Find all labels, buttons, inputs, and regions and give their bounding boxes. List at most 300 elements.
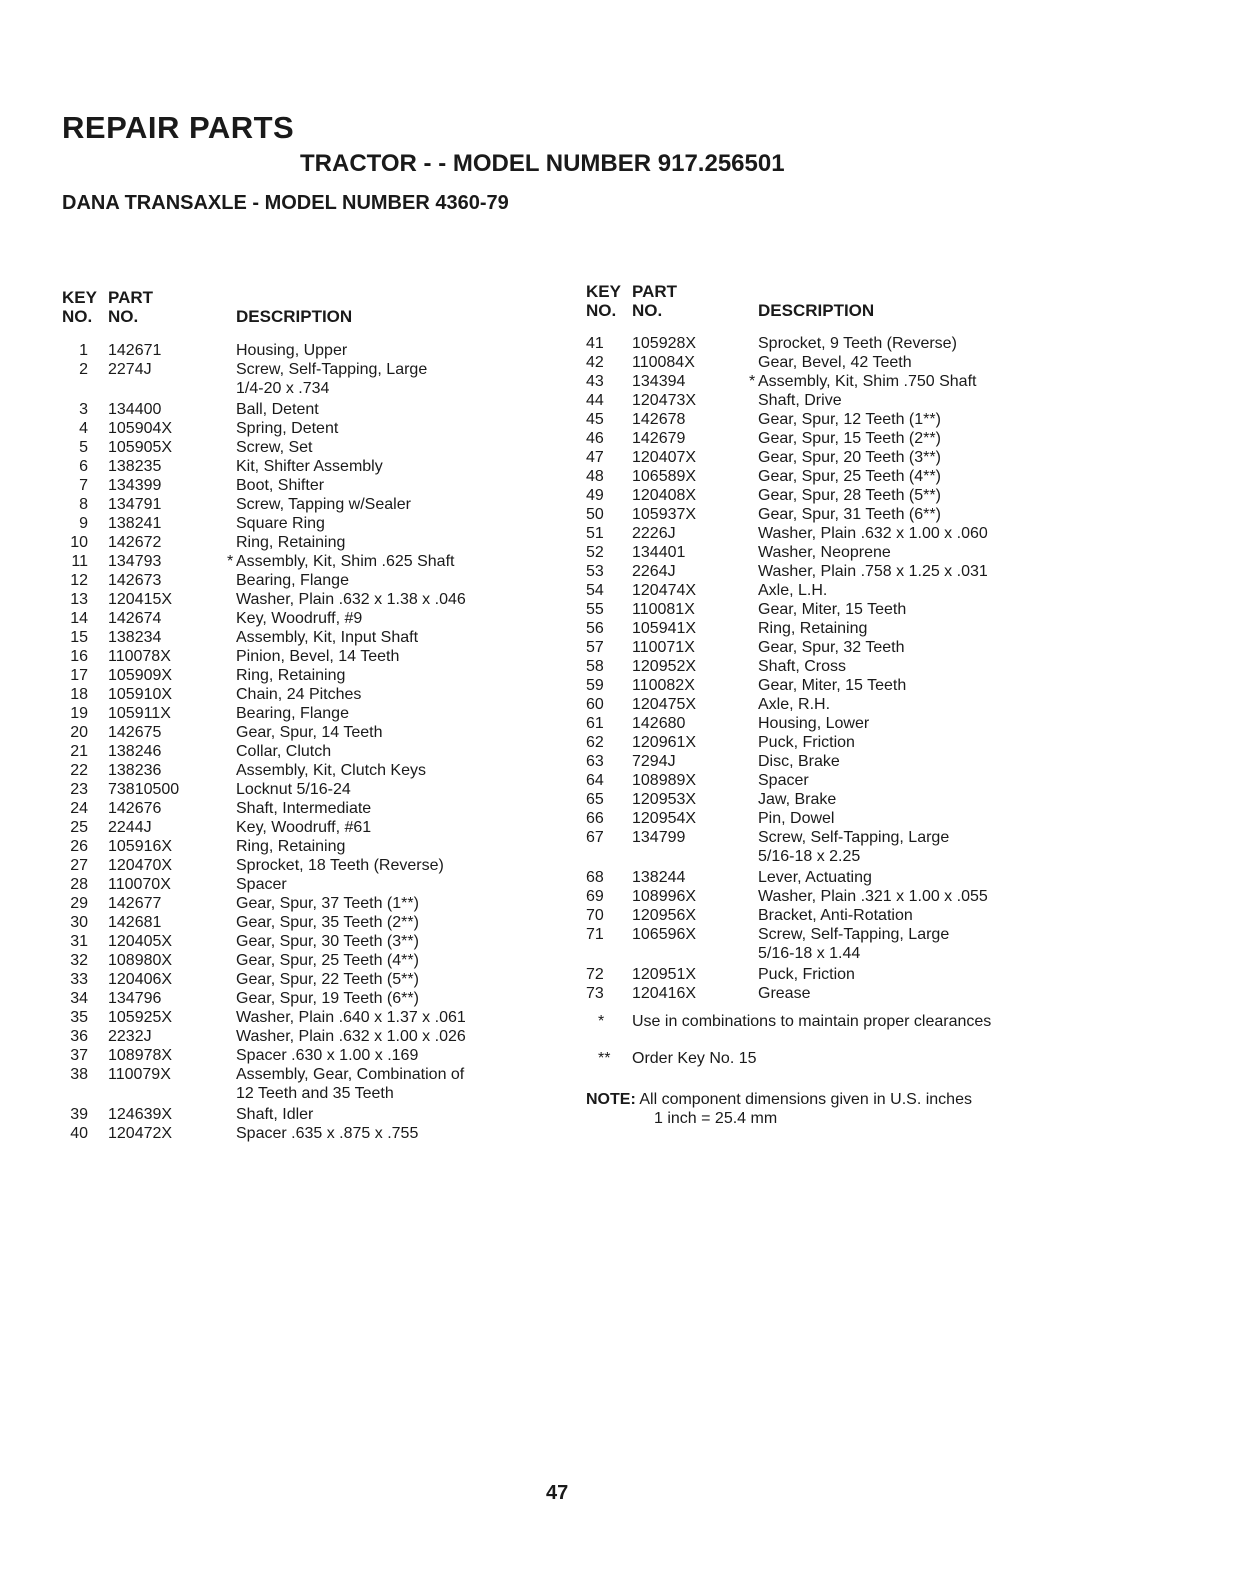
table-row	[586, 448, 1226, 467]
table-row	[62, 818, 562, 837]
key-number: 28	[70, 876, 88, 893]
key-number: 61	[586, 715, 604, 732]
page-title: REPAIR PARTS	[62, 110, 295, 145]
key-number: 53	[586, 563, 604, 580]
part-number: 142675	[108, 724, 162, 741]
description-text: Gear, Spur, 37 Teeth (1**)	[236, 895, 419, 912]
table-row	[586, 391, 1226, 410]
key-no-header: KEY NO.	[586, 282, 621, 320]
key-number: 37	[70, 1047, 88, 1064]
description-text: Shaft, Idler	[236, 1106, 314, 1123]
key-number: 29	[70, 895, 88, 912]
part-no-header: PART NO.	[632, 282, 678, 320]
table-row	[62, 628, 562, 647]
table-row	[62, 970, 562, 989]
part-number: 120406X	[108, 971, 173, 988]
part-description	[758, 600, 1226, 619]
note-line-1: All component dimensions given in U.S. inches	[639, 1091, 972, 1108]
part-number: 108996X	[632, 888, 697, 905]
part-description	[758, 562, 1226, 581]
description-text: Chain, 24 Pitches	[236, 686, 362, 703]
transaxle-model-heading: DANA TRANSAXLE - MODEL NUMBER 4360-79	[62, 192, 509, 214]
key-number: 2	[79, 361, 88, 378]
part-number: 110084X	[632, 354, 695, 371]
table-row	[62, 1046, 562, 1065]
key-number: 65	[586, 791, 604, 808]
table-row	[62, 1124, 562, 1143]
part-number: 2244J	[108, 819, 152, 836]
part-description	[236, 514, 562, 533]
description-text: Ring, Retaining	[758, 620, 868, 637]
key-number: 24	[70, 800, 88, 817]
key-number: 15	[70, 629, 88, 646]
key-number: 31	[70, 933, 88, 950]
table-row	[62, 742, 562, 761]
table-row	[586, 790, 1226, 809]
part-number: 7294J	[632, 753, 676, 770]
part-description	[236, 360, 562, 398]
part-number: 138234	[108, 629, 162, 646]
part-description	[236, 609, 562, 628]
description-text: Gear, Spur, 30 Teeth (3**)	[236, 933, 419, 950]
table-row	[586, 334, 1226, 353]
key-number: 6	[79, 458, 88, 475]
key-number: 57	[586, 639, 604, 656]
description-text: Washer, Plain .758 x 1.25 x .031	[758, 563, 988, 580]
part-description	[758, 828, 1226, 866]
table-row	[586, 984, 1226, 1003]
part-description	[236, 419, 562, 438]
part-number: 138236	[108, 762, 162, 779]
part-number: 105925X	[108, 1009, 173, 1026]
table-row	[62, 476, 562, 495]
description-text: Washer, Plain .632 x 1.00 x .060	[758, 525, 988, 542]
table-row	[586, 887, 1226, 906]
table-row	[62, 1027, 562, 1046]
part-description	[236, 457, 562, 476]
table-row	[62, 609, 562, 628]
part-number: 105911X	[108, 705, 171, 722]
footnote-text: Use in combinations to maintain proper clearances	[632, 1013, 992, 1030]
part-number: 110071X	[632, 639, 695, 656]
key-number: 16	[70, 648, 88, 665]
description-text: Ring, Retaining	[236, 667, 346, 684]
table-row	[586, 733, 1226, 752]
part-number: 120416X	[632, 985, 697, 1002]
table-row	[586, 676, 1226, 695]
description-text: Housing, Lower	[758, 715, 870, 732]
part-description	[758, 714, 1226, 733]
description-text: Spacer .630 x 1.00 x .169	[236, 1047, 419, 1064]
table-row	[586, 600, 1226, 619]
footnote-symbol: **	[598, 1050, 611, 1067]
part-number: 124639X	[108, 1106, 173, 1123]
description-text: Puck, Friction	[758, 734, 855, 751]
table-row	[586, 429, 1226, 448]
table-row	[62, 590, 562, 609]
part-description	[236, 761, 562, 780]
part-description	[236, 856, 562, 875]
description-text: Gear, Spur, 35 Teeth (2**)	[236, 914, 419, 931]
part-description	[758, 467, 1226, 486]
part-description	[236, 951, 562, 970]
part-number: 2274J	[108, 361, 152, 378]
footnote-marker: *	[227, 553, 234, 570]
part-description	[236, 913, 562, 932]
table-row	[586, 562, 1226, 581]
key-number: 17	[70, 667, 88, 684]
part-number: 110081X	[632, 601, 695, 618]
key-number: 26	[70, 838, 88, 855]
key-number: 20	[70, 724, 88, 741]
part-number: 105928X	[632, 335, 697, 352]
key-number: 35	[70, 1009, 88, 1026]
key-number: 48	[586, 468, 604, 485]
description-text: Sprocket, 9 Teeth (Reverse)	[758, 335, 957, 352]
part-description	[236, 1105, 562, 1124]
part-description	[758, 581, 1226, 600]
table-row	[586, 752, 1226, 771]
part-description	[236, 341, 562, 360]
part-description	[758, 887, 1226, 906]
description-text: Assembly, Kit, Input Shaft	[236, 629, 419, 646]
part-number: 142676	[108, 800, 162, 817]
part-number: 120407X	[632, 449, 697, 466]
table-row	[62, 951, 562, 970]
description-text: Gear, Spur, 32 Teeth	[758, 639, 905, 656]
part-description	[236, 590, 562, 609]
key-number: 3	[79, 401, 88, 418]
table-row	[62, 989, 562, 1008]
table-row	[62, 1065, 562, 1103]
table-row	[62, 666, 562, 685]
part-number: 2232J	[108, 1028, 152, 1045]
description-text: Gear, Miter, 15 Teeth	[758, 601, 907, 618]
description-text: Axle, L.H.	[758, 582, 828, 599]
key-number: 44	[586, 392, 604, 409]
part-description	[758, 771, 1226, 790]
part-description	[758, 638, 1226, 657]
part-number: 105905X	[108, 439, 173, 456]
description-text: Boot, Shifter	[236, 477, 325, 494]
key-number: 55	[586, 601, 604, 618]
key-number: 21	[70, 743, 88, 760]
key-number: 4	[79, 420, 88, 437]
table-row	[62, 647, 562, 666]
part-number: 110078X	[108, 648, 171, 665]
part-description	[236, 723, 562, 742]
description-text: Assembly, Gear, Combination of 12 Teeth and 35 Teeth	[236, 1066, 465, 1102]
description-text: Pin, Dowel	[758, 810, 835, 827]
key-number: 46	[586, 430, 604, 447]
part-description	[758, 524, 1226, 543]
table-row	[62, 1105, 562, 1124]
description-text: Bracket, Anti-Rotation	[758, 907, 913, 924]
description-header: DESCRIPTION	[236, 307, 353, 326]
description-text: Disc, Brake	[758, 753, 840, 770]
part-description	[758, 391, 1226, 410]
part-number: 110070X	[108, 876, 171, 893]
part-number: 105909X	[108, 667, 173, 684]
part-number: 120956X	[632, 907, 697, 924]
key-number: 22	[70, 762, 88, 779]
table-row	[586, 524, 1226, 543]
description-text: Key, Woodruff, #9	[236, 610, 363, 627]
table-row	[586, 467, 1226, 486]
description-text: Collar, Clutch	[236, 743, 332, 760]
description-text: Assembly, Kit, Shim .625 Shaft	[236, 553, 455, 570]
part-number: 105904X	[108, 420, 173, 437]
description-text: Screw, Self-Tapping, Large 1/4-20 x .734	[236, 361, 428, 397]
parts-table-left	[62, 288, 562, 1143]
note-label: NOTE:	[586, 1091, 636, 1108]
key-number: 11	[71, 553, 88, 570]
part-description	[758, 429, 1226, 448]
key-number: 49	[586, 487, 604, 504]
part-description	[236, 1008, 562, 1027]
part-number: 120953X	[632, 791, 697, 808]
part-number: 134400	[108, 401, 162, 418]
part-description	[227, 552, 562, 571]
key-number: 67	[586, 829, 604, 846]
part-description	[758, 906, 1226, 925]
table-row	[62, 438, 562, 457]
part-number: 120474X	[632, 582, 697, 599]
part-description	[236, 476, 562, 495]
part-description	[749, 372, 1226, 391]
key-number: 19	[70, 705, 88, 722]
key-number: 27	[70, 857, 88, 874]
description-text: Spacer	[236, 876, 287, 893]
part-description	[236, 685, 562, 704]
table-row	[62, 457, 562, 476]
part-number: 105941X	[632, 620, 697, 637]
part-description	[758, 410, 1226, 429]
key-number: 23	[70, 781, 88, 798]
description-text: Grease	[758, 985, 811, 1002]
table-row	[586, 372, 1226, 391]
key-number: 73	[586, 985, 604, 1002]
description-text: Washer, Plain .321 x 1.00 x .055	[758, 888, 988, 905]
description-text: Washer, Neoprene	[758, 544, 891, 561]
part-number: 134793	[108, 553, 162, 570]
table-row	[62, 894, 562, 913]
description-text: Spacer	[758, 772, 809, 789]
part-description	[236, 628, 562, 647]
description-text: Assembly, Kit, Shim .750 Shaft	[758, 373, 977, 390]
description-text: Gear, Spur, 12 Teeth (1**)	[758, 411, 941, 428]
description-text: Bearing, Flange	[236, 572, 349, 589]
key-number: 32	[70, 952, 88, 969]
part-number: 106596X	[632, 926, 697, 943]
table-row	[586, 581, 1226, 600]
key-number: 1	[79, 342, 88, 359]
part-number: 120473X	[632, 392, 697, 409]
description-text: Gear, Spur, 15 Teeth (2**)	[758, 430, 941, 447]
table-row	[62, 533, 562, 552]
key-number: 43	[586, 373, 604, 390]
table-row	[586, 828, 1226, 866]
description-text: Spacer .635 x .875 x .755	[236, 1125, 419, 1142]
part-number: 142680	[632, 715, 686, 732]
description-text: Spring, Detent	[236, 420, 339, 437]
description-text: Ball, Detent	[236, 401, 319, 418]
key-number: 8	[79, 496, 88, 513]
description-text: Washer, Plain .640 x 1.37 x .061	[236, 1009, 466, 1026]
table-row	[62, 704, 562, 723]
tractor-model-heading: TRACTOR - - MODEL NUMBER 917.256501	[300, 150, 785, 177]
part-description	[236, 932, 562, 951]
table-row	[62, 723, 562, 742]
table-row	[62, 685, 562, 704]
part-number: 106589X	[632, 468, 697, 485]
footnotes	[586, 1012, 991, 1086]
footnote-marker: *	[749, 373, 756, 390]
part-number: 2264J	[632, 563, 676, 580]
parts-table-right	[586, 282, 1226, 1003]
part-description	[236, 647, 562, 666]
part-description	[236, 875, 562, 894]
description-text: Shaft, Intermediate	[236, 800, 372, 817]
part-number: 138241	[108, 515, 162, 532]
part-description	[758, 619, 1226, 638]
part-number: 142681	[108, 914, 162, 931]
footnote-text: Order Key No. 15	[632, 1050, 757, 1067]
part-number: 120952X	[632, 658, 697, 675]
part-number: 134394	[632, 373, 686, 390]
description-text: Bearing, Flange	[236, 705, 349, 722]
description-text: Washer, Plain .632 x 1.00 x .026	[236, 1028, 466, 1045]
table-row	[62, 341, 562, 360]
key-number: 47	[586, 449, 604, 466]
table-row	[62, 400, 562, 419]
description-text: Gear, Spur, 25 Teeth (4**)	[236, 952, 419, 969]
footnote-single-star	[586, 1012, 991, 1031]
table-row	[586, 868, 1226, 887]
table-row	[586, 638, 1226, 657]
key-number: 40	[70, 1125, 88, 1142]
key-number: 52	[586, 544, 604, 561]
parts-list-left	[62, 341, 562, 1143]
part-number: 120475X	[632, 696, 697, 713]
key-number: 41	[586, 335, 604, 352]
part-description	[236, 818, 562, 837]
part-description	[758, 657, 1226, 676]
description-text: Key, Woodruff, #61	[236, 819, 372, 836]
part-number: 105910X	[108, 686, 173, 703]
key-number: 13	[70, 591, 88, 608]
description-text: Screw, Self-Tapping, Large 5/16-18 x 2.25	[758, 829, 950, 865]
key-number: 39	[70, 1106, 88, 1123]
key-number: 72	[586, 966, 604, 983]
parts-list-right	[586, 334, 1226, 1003]
table-row	[586, 657, 1226, 676]
description-text: Shaft, Cross	[758, 658, 847, 675]
key-number: 58	[586, 658, 604, 675]
part-description	[236, 989, 562, 1008]
table-header	[62, 288, 562, 338]
part-number: 138244	[632, 869, 686, 886]
description-text: Gear, Spur, 22 Teeth (5**)	[236, 971, 419, 988]
key-number: 56	[586, 620, 604, 637]
table-row	[586, 410, 1226, 429]
key-number: 18	[70, 686, 88, 703]
key-number: 63	[586, 753, 604, 770]
description-text: Jaw, Brake	[758, 791, 837, 808]
part-description	[758, 543, 1226, 562]
part-no-header: PART NO.	[108, 288, 154, 326]
table-row	[62, 837, 562, 856]
description-text: Screw, Tapping w/Sealer	[236, 496, 411, 513]
description-text: Kit, Shifter Assembly	[236, 458, 383, 475]
key-number: 38	[70, 1066, 88, 1083]
description-text: Gear, Bevel, 42 Teeth	[758, 354, 912, 371]
description-header: DESCRIPTION	[758, 301, 875, 320]
part-description	[758, 790, 1226, 809]
table-row	[62, 856, 562, 875]
description-text: Ring, Retaining	[236, 534, 346, 551]
table-row	[586, 505, 1226, 524]
part-number: 120951X	[632, 966, 697, 983]
key-number: 5	[79, 439, 88, 456]
description-text: Gear, Spur, 20 Teeth (3**)	[758, 449, 941, 466]
key-number: 59	[586, 677, 604, 694]
description-text: Puck, Friction	[758, 966, 855, 983]
part-description	[236, 704, 562, 723]
table-row	[62, 761, 562, 780]
key-number: 30	[70, 914, 88, 931]
table-row	[62, 571, 562, 590]
part-number: 142677	[108, 895, 162, 912]
part-description	[236, 495, 562, 514]
footnote-symbol: *	[598, 1013, 605, 1030]
description-text: Shaft, Drive	[758, 392, 842, 409]
key-number: 60	[586, 696, 604, 713]
key-no-header: KEY NO.	[62, 288, 97, 326]
part-number: 73810500	[108, 781, 180, 798]
part-number: 120470X	[108, 857, 173, 874]
description-text: Ring, Retaining	[236, 838, 346, 855]
part-number: 134791	[108, 496, 162, 513]
part-description	[236, 742, 562, 761]
description-text: Gear, Spur, 14 Teeth	[236, 724, 383, 741]
part-description	[236, 799, 562, 818]
description-text: Housing, Upper	[236, 342, 348, 359]
part-number: 120408X	[632, 487, 697, 504]
part-description	[758, 676, 1226, 695]
part-description	[236, 837, 562, 856]
note-line-2: 1 inch = 25.4 mm	[654, 1110, 778, 1127]
part-number: 142671	[108, 342, 162, 359]
table-row	[62, 419, 562, 438]
part-description	[236, 571, 562, 590]
table-row	[586, 486, 1226, 505]
description-text: Gear, Spur, 28 Teeth (5**)	[758, 487, 941, 504]
part-description	[758, 965, 1226, 984]
part-number: 142672	[108, 534, 162, 551]
part-number: 105916X	[108, 838, 173, 855]
part-number: 138235	[108, 458, 162, 475]
key-number: 36	[70, 1028, 88, 1045]
part-number: 120961X	[632, 734, 697, 751]
table-row	[62, 913, 562, 932]
part-description	[758, 733, 1226, 752]
description-text: Gear, Miter, 15 Teeth	[758, 677, 907, 694]
key-number: 71	[586, 926, 604, 943]
description-text: Gear, Spur, 31 Teeth (6**)	[758, 506, 941, 523]
part-description	[236, 1124, 562, 1143]
part-number: 105937X	[632, 506, 697, 523]
